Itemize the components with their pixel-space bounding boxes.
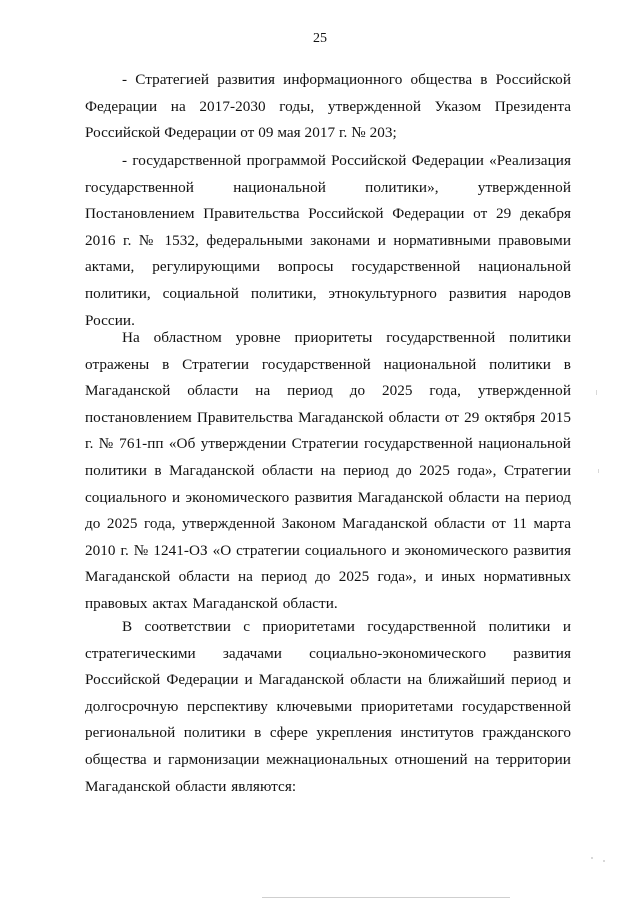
paragraph-regional-priorities: На областном уровне приоритеты государственной политики отражены в Стратегии государственной национальной политики в Магаданской области на период до 2025 года, утвержденной постановлением Правительства Магаданской области от 29 октября 2015 г. № 761-пп «Об утверждении Стратегии государственной национальной политики в Магаданской области на период до 2025 года», Стратегии социального и экономического развития Магаданской области на период до 2025 года, утвержденной Законом Магаданской области от 11 марта 2010 г. № 1241-ОЗ «О стратегии социального и экономического развития Магаданской области на период до 2025 года», и иных нормативных правовых актах Магаданской области. (85, 329, 571, 612)
paragraph-information-society-strategy: - Стратегией развития информационного общества в Российской Федерации на 2017-2030 годы, утвержденной Указом Президента Российской Федерации от 09 мая 2017 г. № 203; (85, 71, 571, 142)
scan-bottom-line (262, 897, 510, 898)
paragraph-state-program: - государственной программой Российской Федерации «Реализация государственной национальной политики», утвержденной Постановлением Правительства Российской Федерации от 29 декабря 2016 г. № 1532, федеральными законами и нормативными правовыми актами, регулирующими вопросы государственной национальной политики, социальной политики, этнокультурного развития народов России. (85, 152, 571, 329)
scan-speck (603, 860, 605, 862)
paragraph-key-priorities: В соответствии с приоритетами государственной политики и стратегическими задачами социально-экономического развития Российской Федерации и Магаданской области на ближайший период и долгосрочную перспективу ключевыми приоритетами государственной региональной политики в сфере укрепления институтов гражданского общества и гармонизации межнациональных отношений на территории Магаданской области являются: (85, 618, 571, 795)
scan-speck (598, 469, 599, 473)
scan-speck (591, 857, 593, 859)
page-number: 25 (313, 31, 327, 46)
scan-speck (596, 390, 597, 395)
